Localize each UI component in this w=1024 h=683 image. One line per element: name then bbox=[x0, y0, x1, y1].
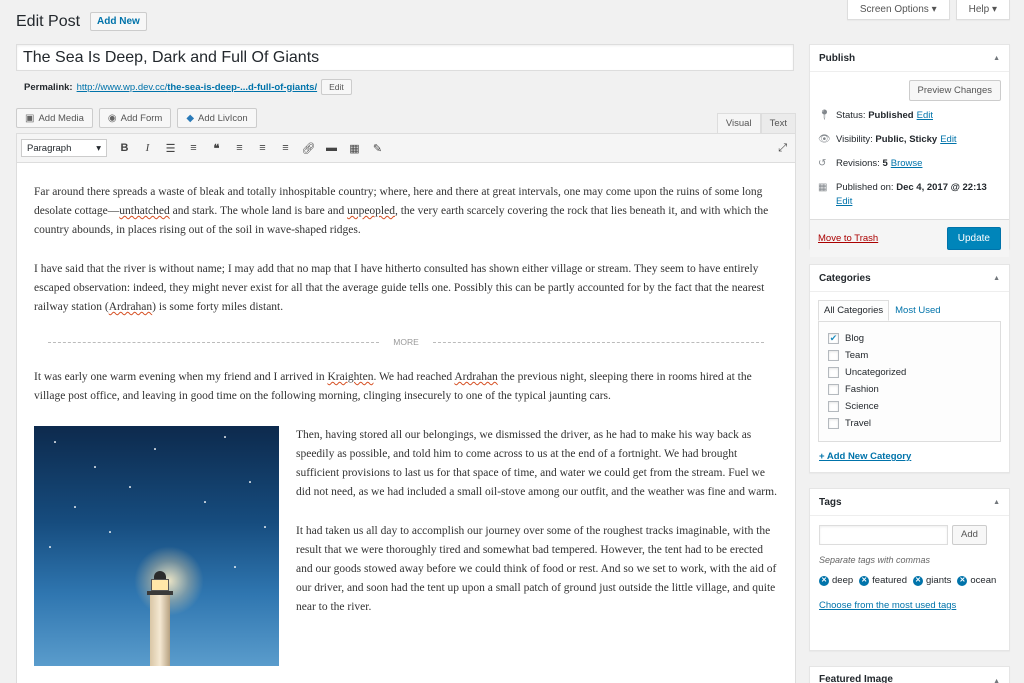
add-tag-button[interactable]: Add bbox=[952, 525, 987, 545]
screen-meta-tabs bbox=[847, 0, 1010, 20]
tags-title: Tags bbox=[819, 496, 842, 508]
visibility-edit-link[interactable]: Edit bbox=[940, 134, 957, 145]
featured-image-title: Featured Image bbox=[819, 674, 893, 683]
more-divider bbox=[34, 333, 778, 352]
paragraph bbox=[34, 368, 778, 406]
permalink-slug: the-sea-is-deep-...d-full-of-giants/ bbox=[167, 81, 318, 93]
visibility-label: Visibility: bbox=[836, 134, 873, 145]
align-right-icon[interactable]: ≡ bbox=[282, 142, 289, 154]
lighthouse-image[interactable] bbox=[34, 426, 279, 666]
text: , the very earth scarcely covering the rock that lies beneath it, and with which the country abounds, in places rising out of the soil in wave-shaped ridges. bbox=[34, 205, 769, 236]
tag-help-text: Separate tags with commas bbox=[819, 555, 931, 565]
image-and-text bbox=[34, 426, 778, 666]
fullscreen-icon[interactable]: ⤢ bbox=[778, 141, 787, 154]
choose-most-used-tags-link[interactable]: Choose from the most used tags bbox=[819, 600, 957, 611]
checkbox[interactable] bbox=[828, 384, 839, 395]
status-value: Published bbox=[868, 110, 914, 121]
revisions-label: Revisions: bbox=[836, 158, 880, 169]
publish-header[interactable] bbox=[810, 45, 1009, 72]
permalink-row bbox=[16, 79, 796, 95]
revisions-value: 5 bbox=[882, 158, 888, 169]
remove-tag-icon[interactable]: ✕ bbox=[913, 576, 923, 586]
eye-icon: 👁︎ bbox=[818, 134, 831, 145]
add-livicon-label: Add LivIcon bbox=[198, 112, 248, 124]
read-more-icon[interactable]: ▬ bbox=[326, 142, 337, 154]
editor-tabs bbox=[717, 113, 796, 133]
category-item-uncategorized[interactable] bbox=[828, 364, 991, 381]
pin-icon: 📍︎ bbox=[818, 110, 831, 121]
checkbox[interactable] bbox=[828, 367, 839, 378]
media-buttons bbox=[16, 108, 257, 128]
category-tabs bbox=[810, 292, 1009, 321]
checkbox[interactable] bbox=[828, 350, 839, 361]
tag-chip bbox=[957, 575, 996, 586]
featured-image-box bbox=[809, 666, 1010, 683]
paragraph bbox=[34, 260, 778, 317]
permalink-edit-button[interactable]: Edit bbox=[321, 79, 352, 95]
misspelled-word: Ardrahan bbox=[108, 301, 153, 313]
link-icon[interactable]: 🔗︎ bbox=[301, 142, 316, 155]
tag-label: featured bbox=[872, 575, 908, 586]
text: Far around there spreads a waste of bleak and totally inhospitable country; where, here and there at great intervals, one may come upon the ruins of some long desolate cottage— bbox=[34, 186, 763, 217]
format-select[interactable] bbox=[21, 139, 107, 157]
screen-options-button[interactable] bbox=[847, 0, 950, 20]
toolbar-toggle-icon[interactable]: ▦ bbox=[349, 142, 360, 155]
misspelled-word: Ardrahan bbox=[454, 371, 498, 383]
editor-toolbar bbox=[17, 134, 795, 163]
published-label: Published on: bbox=[836, 182, 894, 193]
categories-title: Categories bbox=[819, 272, 871, 284]
tag-chip bbox=[819, 575, 853, 586]
tag-label: deep bbox=[832, 575, 854, 586]
history-icon: ↺ bbox=[818, 158, 827, 169]
bold-icon[interactable]: B bbox=[120, 142, 129, 154]
text: ) is some forty miles distant. bbox=[152, 301, 284, 313]
text: It was early one warm evening when my friend and I arrived in bbox=[34, 371, 328, 383]
category-item-travel[interactable] bbox=[828, 415, 991, 432]
categories-header[interactable] bbox=[810, 265, 1009, 292]
text: I have said that the river is without name; I may add that no map that I have hitherto consulted has shown either village or stream. They seem to have entirely escaped observation: indeed, they might never exist for all that the average guide tells one. Possibly this can be partly accounted for by the fact that the nearest railway station ( bbox=[34, 263, 765, 313]
content-editor bbox=[16, 133, 796, 683]
remove-tag-icon[interactable]: ✕ bbox=[957, 576, 967, 586]
remove-tag-icon[interactable]: ✕ bbox=[859, 576, 869, 586]
add-media-button[interactable] bbox=[16, 108, 93, 128]
misspelled-word: unpeopled bbox=[347, 205, 395, 217]
post-body bbox=[16, 44, 796, 613]
add-livicon-button[interactable] bbox=[177, 108, 256, 128]
featured-image-header[interactable] bbox=[810, 666, 1009, 683]
update-button[interactable]: Update bbox=[947, 227, 1001, 250]
category-label: Team bbox=[845, 350, 869, 361]
move-to-trash-link[interactable]: Move to Trash bbox=[818, 233, 879, 244]
align-center-icon[interactable]: ≡ bbox=[259, 142, 266, 154]
chevron-down-icon: ▾ bbox=[96, 142, 101, 154]
tab-most-used[interactable]: Most Used bbox=[895, 305, 941, 316]
add-media-label: Add Media bbox=[38, 112, 84, 124]
permalink-label: Permalink: bbox=[24, 81, 73, 93]
collapse-arrow-icon[interactable]: ▲ bbox=[993, 498, 1000, 506]
tag-label: giants bbox=[926, 575, 952, 586]
category-checklist bbox=[818, 321, 1001, 442]
title-row bbox=[16, 12, 147, 31]
screen-options-label: Screen Options bbox=[859, 4, 929, 15]
visibility-row bbox=[818, 133, 1001, 147]
tag-label: ocean bbox=[970, 575, 997, 586]
permalink-base: http://www.wp.dev.cc/ bbox=[76, 81, 168, 93]
add-form-button[interactable] bbox=[99, 108, 171, 128]
caret-down-icon: ▾ bbox=[931, 4, 937, 15]
collapse-arrow-icon[interactable]: ▲ bbox=[993, 274, 1000, 282]
tab-text[interactable]: Text bbox=[761, 113, 796, 133]
visibility-value: Public, Sticky bbox=[875, 134, 938, 145]
caret-down-icon: ▾ bbox=[991, 4, 997, 15]
paragraph bbox=[34, 183, 778, 240]
checkbox[interactable] bbox=[828, 401, 839, 412]
text: . We had reached bbox=[373, 371, 455, 383]
published-date-row bbox=[818, 181, 1001, 209]
paragraph: Then, having stored all our belongings, we dismissed the driver, as he had to make his way back as speedily as possible, and told him to come across to us at the end of a fortnight. We had brought sufficient provisions to last us for that space of time, and water we could get from the stream. Fuel we did not need, as we had included a small oil-stove among our outfit, and the weather was fine and warm. bbox=[296, 429, 777, 498]
text: and stark. The whole land is bare and bbox=[169, 205, 348, 217]
paragraph: It had taken us all day to accomplish our journey over some of the roughest tracks imaginable, with the result that we were thoroughly tired and somewhat bad tempered. However, the tent had to be erected and our goods stowed away before we could think of food or rest. And so we set to work, with the aid of our driver, and soon had the tent up upon a small patch of ground just outside the little village, and quite near to the river. bbox=[296, 525, 777, 613]
tag-chip bbox=[859, 575, 907, 586]
media-icon: ▣ bbox=[25, 112, 35, 124]
preview-changes-button[interactable]: Preview Changes bbox=[909, 80, 1001, 101]
format-select-value: Paragraph bbox=[27, 142, 72, 154]
status-edit-link[interactable]: Edit bbox=[916, 110, 933, 121]
tag-list bbox=[819, 575, 999, 586]
category-item-science[interactable] bbox=[828, 398, 991, 415]
livicon-icon: ◆ bbox=[186, 112, 195, 124]
publish-title: Publish bbox=[819, 52, 856, 64]
misspelled-word: unthatched bbox=[119, 205, 170, 217]
page-title: Edit Post bbox=[16, 12, 81, 30]
editor-content[interactable] bbox=[17, 163, 795, 666]
checkbox[interactable] bbox=[828, 418, 839, 429]
category-label: Science bbox=[845, 401, 879, 412]
float-text bbox=[296, 426, 778, 666]
help-label: Help bbox=[968, 4, 990, 15]
category-label: Travel bbox=[845, 418, 872, 429]
add-new-category-link[interactable]: + Add New Category bbox=[819, 451, 912, 462]
permalink-link[interactable] bbox=[77, 82, 318, 93]
help-button[interactable] bbox=[956, 0, 1010, 20]
tag-chip bbox=[913, 575, 951, 586]
collapse-arrow-icon[interactable]: ▲ bbox=[993, 54, 1000, 62]
category-label: Blog bbox=[845, 333, 865, 344]
align-left-icon[interactable]: ≡ bbox=[236, 142, 243, 154]
form-icon: ◉ bbox=[107, 112, 117, 124]
add-form-label: Add Form bbox=[120, 112, 163, 124]
status-label: Status: bbox=[836, 110, 866, 121]
status-row bbox=[818, 109, 1001, 123]
numbered-list-icon[interactable]: ≡ bbox=[190, 142, 197, 154]
tags-header[interactable] bbox=[810, 489, 1009, 516]
category-item-fashion[interactable] bbox=[828, 381, 991, 398]
remove-tag-icon[interactable]: ✕ bbox=[819, 576, 829, 586]
bullet-list-icon[interactable]: ☰ bbox=[165, 142, 176, 155]
tab-visual[interactable]: Visual bbox=[717, 113, 761, 133]
eraser-icon[interactable]: ✎ bbox=[372, 142, 383, 155]
blockquote-icon[interactable]: ❝ bbox=[213, 142, 220, 155]
date-edit-link[interactable]: Edit bbox=[836, 196, 853, 207]
publish-misc bbox=[818, 101, 1001, 209]
calendar-icon: ▦ bbox=[818, 182, 828, 193]
italic-icon[interactable]: I bbox=[145, 142, 150, 154]
new-tag-input[interactable] bbox=[819, 525, 948, 545]
add-new-button[interactable]: Add New bbox=[90, 12, 147, 31]
tag-input-row bbox=[819, 525, 1000, 545]
more-label: MORE bbox=[393, 337, 419, 347]
revisions-row bbox=[818, 157, 1001, 171]
browse-revisions-link[interactable]: Browse bbox=[890, 158, 923, 169]
category-label: Fashion bbox=[845, 384, 879, 395]
category-label: Uncategorized bbox=[845, 367, 907, 378]
collapse-arrow-icon[interactable]: ▲ bbox=[993, 678, 1000, 683]
publish-box bbox=[809, 44, 1010, 249]
category-item-blog[interactable] bbox=[828, 330, 991, 347]
tags-box bbox=[809, 488, 1010, 651]
publish-actions bbox=[810, 219, 1009, 257]
published-value: Dec 4, 2017 @ 22:13 bbox=[896, 182, 987, 193]
post-title-input[interactable] bbox=[16, 44, 794, 71]
text: the previous night, sleeping there in rooms hired at the village post office, and leaving in good time on the following morning, clinging insecurely to one of the typical jaunting cars. bbox=[34, 371, 752, 402]
misspelled-word: Kraighten bbox=[327, 371, 374, 383]
checkbox[interactable]: ✔ bbox=[829, 333, 838, 343]
tab-all-categories[interactable]: All Categories bbox=[818, 300, 889, 321]
category-item-team[interactable] bbox=[828, 347, 991, 364]
categories-box bbox=[809, 264, 1010, 473]
